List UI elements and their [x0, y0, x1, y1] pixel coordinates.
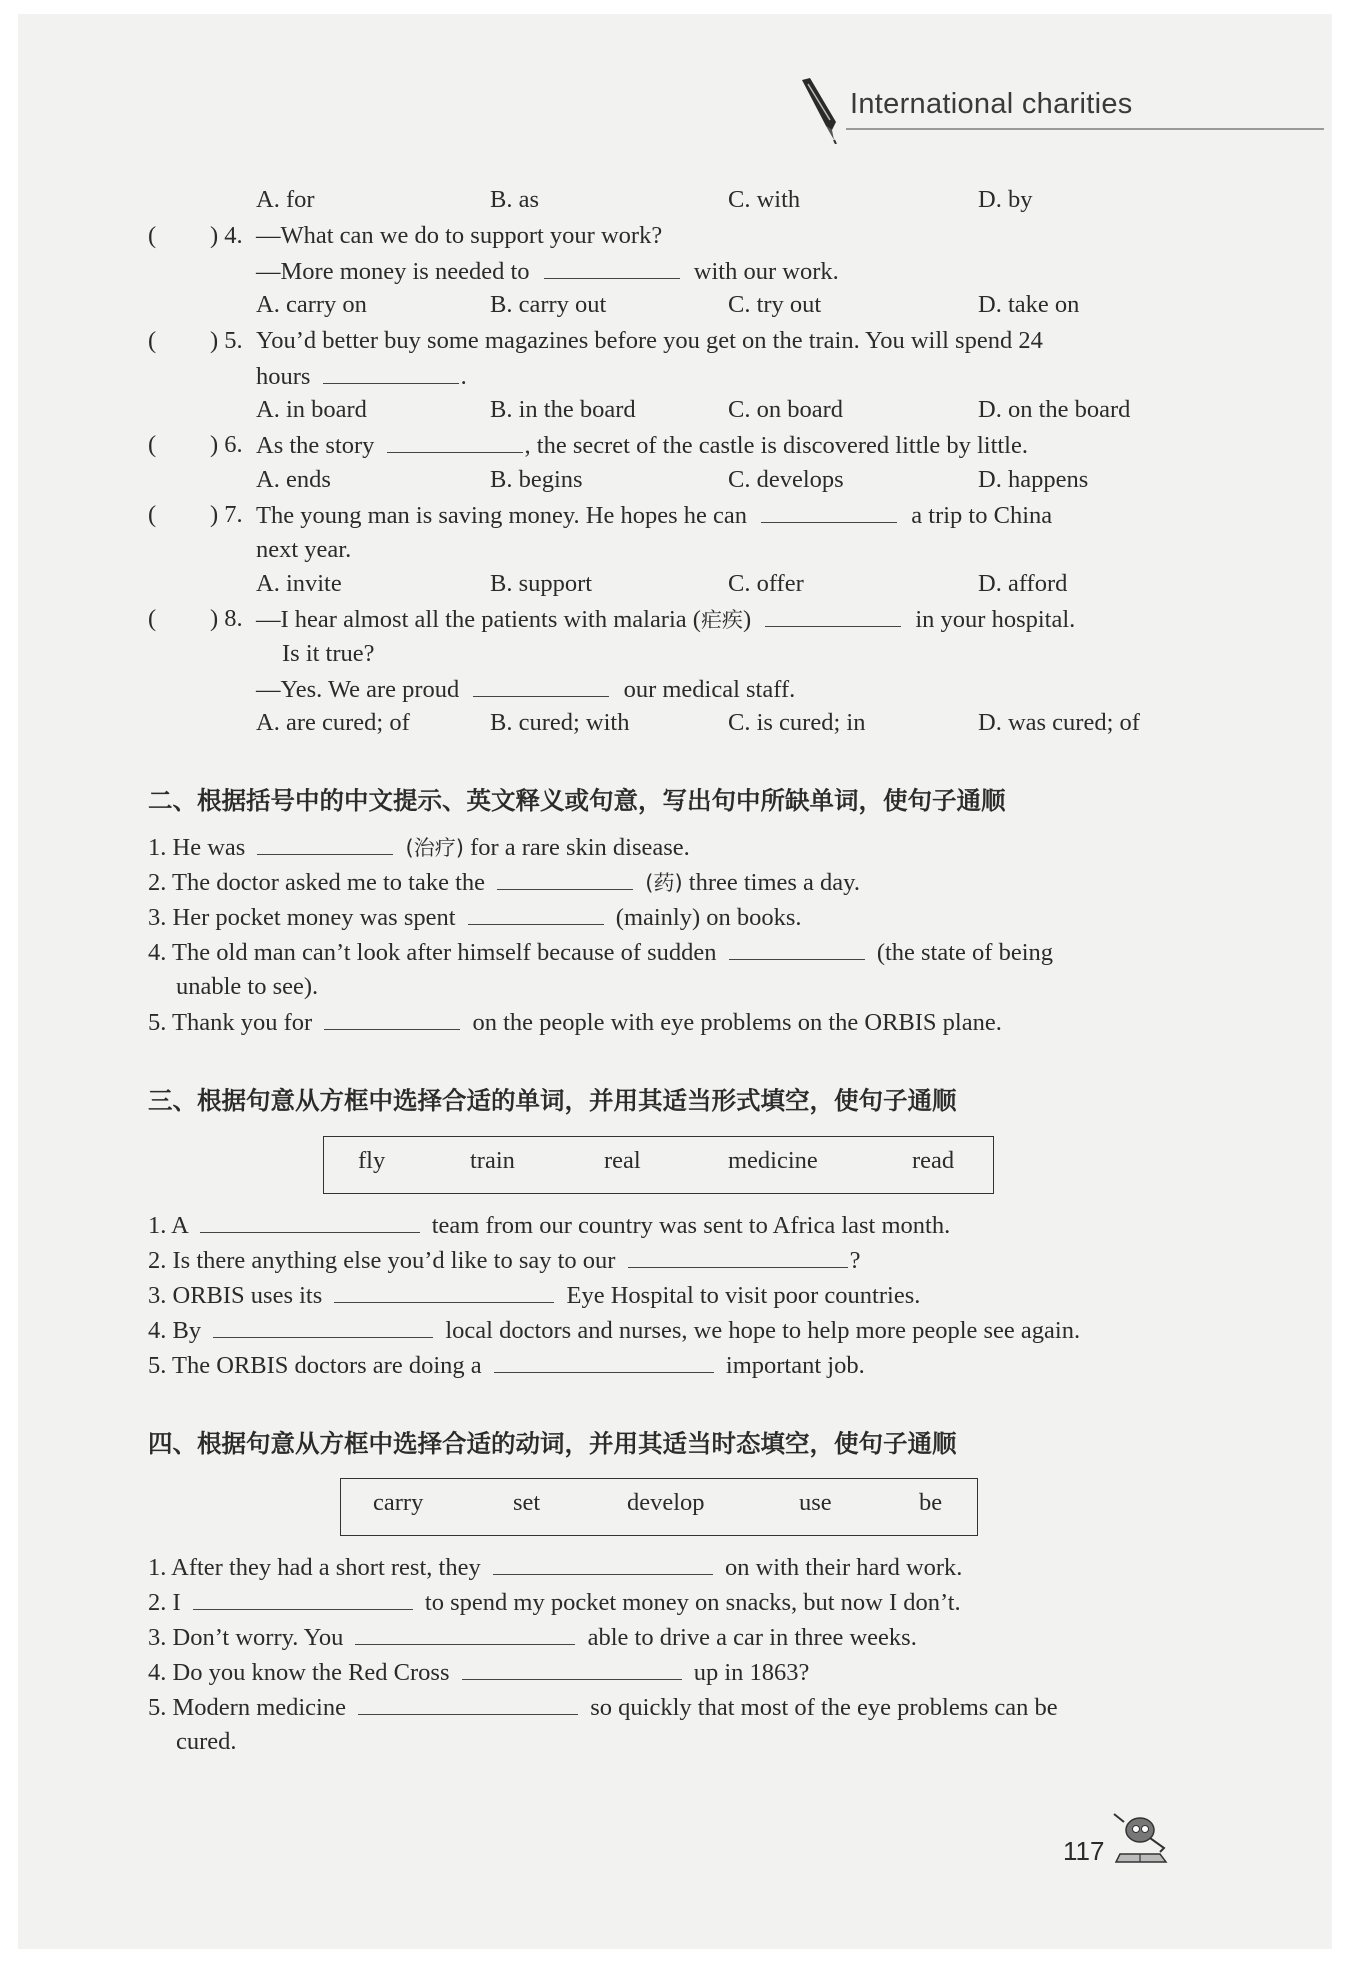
q7-option-d: D. afford — [978, 570, 1068, 597]
q8-option-c: C. is cured; in — [728, 709, 866, 736]
q8-line3-start: —Yes. We are proud — [256, 676, 460, 703]
s2-item-1 — [148, 832, 690, 863]
s2-item-4-cont: unable to see). — [176, 973, 319, 1000]
q7-line1 — [256, 500, 1052, 531]
q5-line2-start: hours — [256, 363, 311, 390]
s2-item-4-blank[interactable] — [729, 937, 865, 960]
s4-item-3-blank[interactable] — [355, 1622, 575, 1645]
s3-word-read: read — [912, 1147, 955, 1174]
q7-line1-start: The young man is saving money. He hopes he can — [256, 502, 748, 529]
q8-line1-start: —I hear almost all the patients with malaria ( — [256, 606, 701, 633]
q8-blank-2[interactable] — [473, 674, 609, 697]
s4-item-4-blank[interactable] — [462, 1657, 682, 1680]
q5-option-b: B. in the board — [490, 396, 636, 423]
q5-option-d: D. on the board — [978, 396, 1131, 423]
q4-option-b: B. carry out — [490, 291, 607, 318]
s3-item-4-start: 4. By — [148, 1317, 202, 1344]
section4-heading: 四、根据句意从方框中选择合适的动词，并用其适当时态填空，使句子通顺 — [148, 1429, 957, 1458]
section4-word-box — [340, 1478, 978, 1536]
q8-chinese-hint: 疟疾 — [700, 608, 743, 632]
q3-option-c: C. with — [728, 186, 801, 213]
page-header — [796, 78, 1330, 134]
s3-item-3 — [148, 1280, 920, 1311]
q6-number: ) 6. — [210, 431, 243, 458]
s3-item-1-end: team from our country was sent to Africa last month. — [431, 1212, 951, 1239]
s2-item-2-blank[interactable] — [497, 867, 633, 890]
header-title: International charities — [850, 88, 1133, 120]
s3-item-1-start: 1. A — [148, 1212, 188, 1239]
q8-blank-1[interactable] — [765, 604, 901, 627]
q4-answer-paren[interactable]: ( — [148, 222, 157, 249]
s4-item-5-cont: cured. — [176, 1728, 237, 1755]
q8-line1-end: in your hospital. — [915, 606, 1076, 633]
q4-line2-end: with our work. — [693, 258, 839, 285]
s2-item-5-end: on the people with eye problems on the ORBIS plane. — [472, 1009, 1002, 1036]
q3-option-b: B. as — [490, 186, 539, 213]
q8-line3-end: our medical staff. — [623, 676, 796, 703]
q4-option-a: A. carry on — [256, 291, 367, 318]
q4-blank[interactable] — [544, 256, 680, 279]
s2-item-4-end: (the state of being — [876, 939, 1054, 966]
q6-option-c: C. develops — [728, 466, 844, 493]
s2-item-3-start: 3. Her pocket money was spent — [148, 904, 456, 931]
s3-word-train: train — [470, 1147, 515, 1174]
s4-item-2-start: 2. I — [148, 1589, 181, 1616]
s4-word-carry: carry — [373, 1489, 424, 1516]
q7-option-a: A. invite — [256, 570, 342, 597]
q8-option-d: D. was cured; of — [978, 709, 1140, 736]
s3-item-2 — [148, 1245, 860, 1276]
q4-line1: —What can we do to support your work? — [256, 222, 663, 249]
q6-option-b: B. begins — [490, 466, 583, 493]
q8-number: ) 8. — [210, 605, 243, 632]
s3-item-4-blank[interactable] — [213, 1315, 433, 1338]
s4-item-1-start: 1. After they had a short rest, they — [148, 1554, 481, 1581]
q6-line1 — [256, 430, 1028, 461]
q8-line1-close: ) — [742, 606, 752, 633]
q8-option-b: B. cured; with — [490, 709, 630, 736]
q8-line2: Is it true? — [282, 640, 375, 667]
s4-item-1 — [148, 1552, 962, 1583]
s4-item-3 — [148, 1622, 917, 1653]
s2-item-2-start: 2. The doctor asked me to take the — [148, 869, 485, 896]
q7-line2: next year. — [256, 536, 352, 563]
s2-item-5 — [148, 1007, 1002, 1038]
section2-heading: 二、根据括号中的中文提示、英文释义或句意，写出句中所缺单词，使句子通顺 — [148, 786, 1006, 815]
s2-item-4 — [148, 937, 1053, 968]
s3-item-4 — [148, 1315, 1080, 1346]
s4-item-4-end: up in 1863? — [693, 1659, 810, 1686]
q7-blank[interactable] — [761, 500, 897, 523]
reading-mascot-icon — [1110, 1808, 1172, 1868]
q8-answer-paren[interactable]: ( — [148, 605, 157, 632]
s4-item-5-start: 5. Modern medicine — [148, 1694, 346, 1721]
s2-item-5-start: 5. Thank you for — [148, 1009, 313, 1036]
s2-item-1-start: 1. He was — [148, 834, 246, 861]
page-number: 117 — [1063, 1836, 1105, 1866]
s2-item-1-hint: (治疗) — [405, 836, 464, 860]
q7-option-c: C. offer — [728, 570, 804, 597]
q7-answer-paren[interactable]: ( — [148, 501, 157, 528]
s2-item-3-end: (mainly) on books. — [615, 904, 802, 931]
q4-number: ) 4. — [210, 222, 243, 249]
q6-option-d: D. happens — [978, 466, 1089, 493]
s4-item-2-blank[interactable] — [193, 1587, 413, 1610]
s2-item-1-end: for a rare skin disease. — [470, 834, 690, 861]
s3-word-real: real — [604, 1147, 641, 1174]
s3-item-3-start: 3. ORBIS uses its — [148, 1282, 323, 1309]
section3-heading: 三、根据句意从方框中选择合适的单词，并用其适当形式填空，使句子通顺 — [148, 1086, 957, 1115]
s2-item-2 — [148, 867, 860, 898]
s4-item-1-blank[interactable] — [493, 1552, 713, 1575]
s2-item-1-blank[interactable] — [257, 832, 393, 855]
q5-blank[interactable] — [323, 361, 459, 384]
s3-item-2-start: 2. Is there anything else you’d like to say to our — [148, 1247, 616, 1274]
q7-option-b: B. support — [490, 570, 593, 597]
s4-item-5-end: so quickly that most of the eye problems can be — [590, 1694, 1058, 1721]
s3-item-3-blank[interactable] — [334, 1280, 554, 1303]
fountain-pen-icon — [796, 78, 842, 144]
q6-option-a: A. ends — [256, 466, 331, 493]
q8-line1 — [256, 604, 1075, 635]
s3-item-5-blank[interactable] — [494, 1350, 714, 1373]
q4-line2 — [256, 256, 839, 287]
s4-item-4 — [148, 1657, 809, 1688]
s4-item-5-blank[interactable] — [358, 1692, 578, 1715]
s3-item-5-end: important job. — [725, 1352, 865, 1379]
s3-item-2-end: ? — [849, 1247, 861, 1274]
s4-item-2-end: to spend my pocket money on snacks, but now I don’t. — [424, 1589, 961, 1616]
s3-word-fly: fly — [358, 1147, 386, 1174]
q5-line2 — [256, 361, 467, 392]
q5-answer-paren[interactable]: ( — [148, 327, 157, 354]
q4-option-d: D. take on — [978, 291, 1080, 318]
s2-item-3 — [148, 902, 802, 933]
s4-item-3-end: able to drive a car in three weeks. — [587, 1624, 917, 1651]
q7-number: ) 7. — [210, 501, 243, 528]
q4-line2-start: —More money is needed to — [256, 258, 530, 285]
q3-option-d: D. by — [978, 186, 1033, 213]
s2-item-2-hint: (药) — [645, 871, 683, 895]
s3-item-4-end: local doctors and nurses, we hope to help more people see again. — [445, 1317, 1081, 1344]
s4-word-use: use — [799, 1489, 832, 1516]
s3-item-2-blank[interactable] — [628, 1245, 848, 1268]
q8-line3 — [256, 674, 795, 705]
s2-item-3-blank[interactable] — [468, 902, 604, 925]
s4-word-be: be — [919, 1489, 943, 1516]
q6-blank[interactable] — [387, 430, 523, 453]
s4-item-3-start: 3. Don’t worry. You — [148, 1624, 344, 1651]
s4-item-2 — [148, 1587, 961, 1618]
s2-item-4-start: 4. The old man can’t look after himself because of sudden — [148, 939, 717, 966]
q6-line1-end: , the secret of the castle is discovered little by little. — [524, 432, 1028, 459]
s4-word-set: set — [513, 1489, 541, 1516]
q8-option-a: A. are cured; of — [256, 709, 410, 736]
s3-item-1-blank[interactable] — [200, 1210, 420, 1233]
q4-option-c: C. try out — [728, 291, 822, 318]
q5-option-a: A. in board — [256, 396, 367, 423]
q5-option-c: C. on board — [728, 396, 843, 423]
q3-option-a: A. for — [256, 186, 315, 213]
q5-line1: You’d better buy some magazines before you get on the train. You will spend 24 — [256, 327, 1043, 354]
q6-answer-paren[interactable]: ( — [148, 431, 157, 458]
q5-number: ) 5. — [210, 327, 243, 354]
q6-line1-start: As the story — [256, 432, 375, 459]
header-rule — [846, 128, 1324, 130]
s4-item-4-start: 4. Do you know the Red Cross — [148, 1659, 450, 1686]
s3-item-3-end: Eye Hospital to visit poor countries. — [566, 1282, 921, 1309]
s3-item-1 — [148, 1210, 950, 1241]
q5-line2-end: . — [460, 363, 467, 390]
s4-item-5 — [148, 1692, 1058, 1723]
s3-item-5 — [148, 1350, 865, 1381]
s4-item-1-end: on with their hard work. — [724, 1554, 963, 1581]
s4-word-develop: develop — [627, 1489, 705, 1516]
s3-word-medicine: medicine — [728, 1147, 818, 1174]
s2-item-2-end: three times a day. — [688, 869, 860, 896]
s2-item-5-blank[interactable] — [324, 1007, 460, 1030]
s3-item-5-start: 5. The ORBIS doctors are doing a — [148, 1352, 482, 1379]
q7-line1-end: a trip to China — [911, 502, 1053, 529]
section3-word-box — [323, 1136, 994, 1194]
